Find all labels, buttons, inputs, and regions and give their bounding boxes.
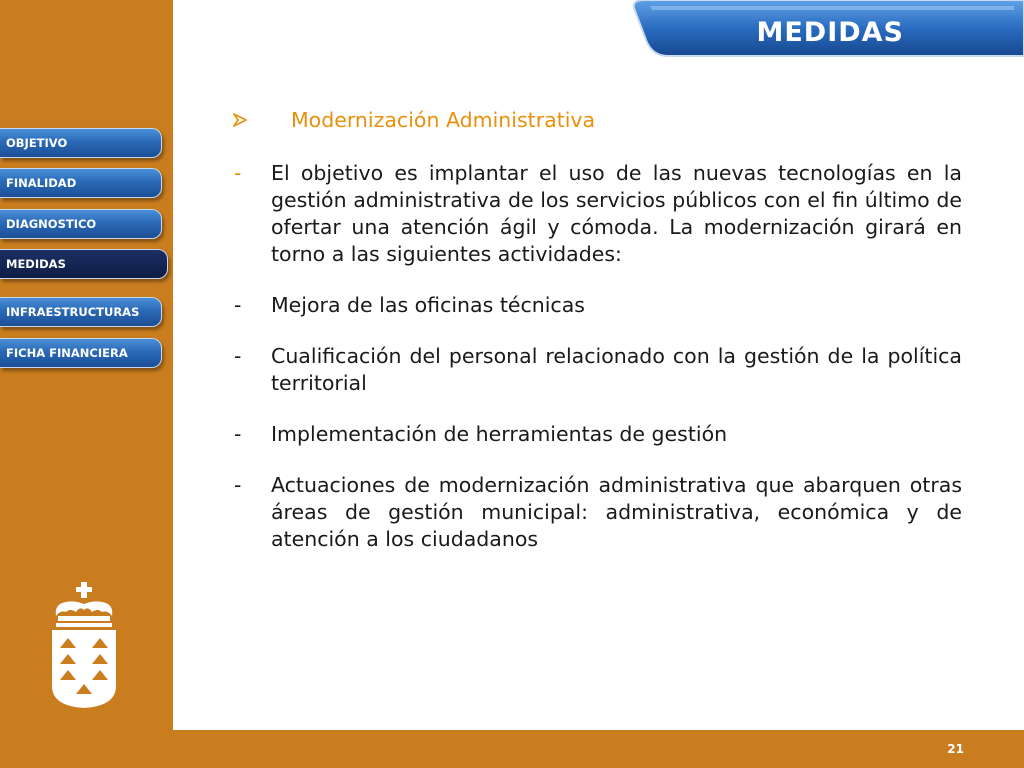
- footer-bar: [0, 730, 1024, 768]
- nav-item-finalidad[interactable]: FINALIDAD: [0, 168, 162, 198]
- bullet-text: El objetivo es implantar el uso de las nuevas tecnologías en la gestión administrativa de los servicios públicos con el fin último de ofertar una atención ágil y cómoda. La modernización girará en torno a las siguientes actividades:: [271, 161, 962, 266]
- bullet-dash: -: [234, 293, 242, 317]
- bullet-item: [228, 472, 962, 553]
- bullet-item: [228, 160, 962, 268]
- nav-item-diagnostico[interactable]: DIAGNOSTICO: [0, 209, 162, 239]
- nav-item-ficha-financiera[interactable]: FICHA FINANCIERA: [0, 338, 162, 368]
- bullet-text: Actuaciones de modernización administrativa que abarquen otras áreas de gestión municipal: administrativa, económica y de atención a los ciudadanos: [271, 473, 962, 551]
- bullet-dash: -: [234, 422, 242, 446]
- bullet-dash: -: [234, 344, 242, 368]
- bullet-text: Mejora de las oficinas técnicas: [271, 293, 585, 317]
- bullet-item: [228, 421, 962, 448]
- arrowhead-bullet-icon: [232, 112, 248, 128]
- bullet-item: [228, 292, 962, 319]
- canarias-coat-of-arms-icon: [44, 582, 124, 712]
- bullet-dash: -: [234, 473, 242, 497]
- section-heading-text: Modernización Administrativa: [291, 108, 596, 132]
- bullet-text: Implementación de herramientas de gestión: [271, 422, 728, 446]
- nav-item-infraestructuras[interactable]: INFRAESTRUCTURAS: [0, 297, 162, 327]
- bullet-text: Cualificación del personal relacionado con la gestión de la política territorial: [271, 344, 962, 395]
- section-heading: [228, 106, 962, 138]
- page-title: MEDIDAS: [756, 17, 904, 48]
- page-number: 21: [947, 742, 964, 756]
- title-banner: [630, 0, 1024, 62]
- bullet-item: [228, 343, 962, 397]
- content-area: [228, 106, 962, 553]
- bullet-dash: -: [234, 161, 242, 185]
- nav-item-objetivo[interactable]: OBJETIVO: [0, 128, 162, 158]
- nav-item-medidas[interactable]: MEDIDAS: [0, 249, 168, 279]
